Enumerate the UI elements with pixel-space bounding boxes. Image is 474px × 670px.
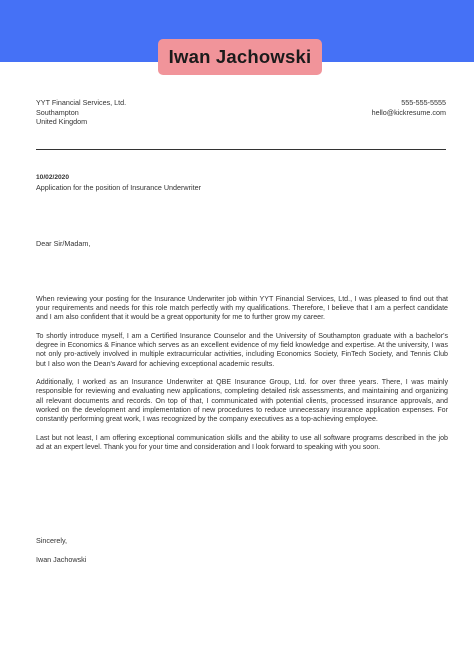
recipient-city: Southampton	[36, 107, 79, 117]
paragraph-2: To shortly introduce myself, I am a Certified Insurance Counselor and the University of Southampton graduate with a bachelor's degree in Economics & Finance which serves as an excellent evidence of my field knowledge and expertise. At the university, I was not only pro-actively involved in multiple extracurricular activities, including Economics Society, FinTech Society, and Tennis Club but I also won the Dean's Award for achieving exceptional academic results.	[36, 332, 448, 368]
phone-number: 555-555-5555	[401, 98, 446, 107]
recipient-address	[36, 98, 126, 127]
paragraph-3: Additionally, I worked as an Insurance Underwriter at QBE Insurance Group, Ltd. for over three years. There, I was mainly responsible for reviewing and evaluating new applications, completing detailed risk assessments, and maintaining and organizing all relevant documents and records. On top of that, I communicated with potential clients, processed insurance approvals, and worked on the development and implementation of new procedures to reduce unnecessary insurance application expenses. For constantly performing great work, I was recognized by the company executives as a top-achieving employee.	[36, 378, 448, 424]
paragraph-1: When reviewing your posting for the Insurance Underwriter job within YYT Financial Services, Ltd., I was pleased to find out that your requirements and needs for this role match perfectly with my qualifications. Therefore, I believe that I am a perfect candidate and I am also confident that it would be a great opportunity for me to further grow my career.	[36, 295, 448, 322]
letter-signature: Iwan Jachowski	[36, 555, 87, 564]
letter-date: 10/02/2020	[36, 174, 70, 181]
letter-body	[36, 295, 448, 461]
email-address: hello@kickresume.com	[371, 107, 446, 117]
applicant-name: Iwan Jachowski	[158, 39, 322, 75]
letter-subject: Application for the position of Insurance Underwriter	[36, 183, 202, 192]
header-divider	[36, 149, 446, 150]
paragraph-4: Last but not least, I am offering exceptional communication skills and the ability to use all software programs described in the job ad at an expert level. Thank you for your time and consideration and I look forward to speaking with you soon.	[36, 433, 448, 451]
recipient-company: YYT Financial Services, Ltd.	[36, 98, 127, 107]
letter-closing: Sincerely,	[36, 536, 68, 545]
recipient-country: United Kingdom	[36, 117, 88, 127]
letter-greeting: Dear Sir/Madam,	[36, 239, 91, 248]
contact-info	[372, 98, 446, 117]
letter-meta	[36, 173, 201, 193]
